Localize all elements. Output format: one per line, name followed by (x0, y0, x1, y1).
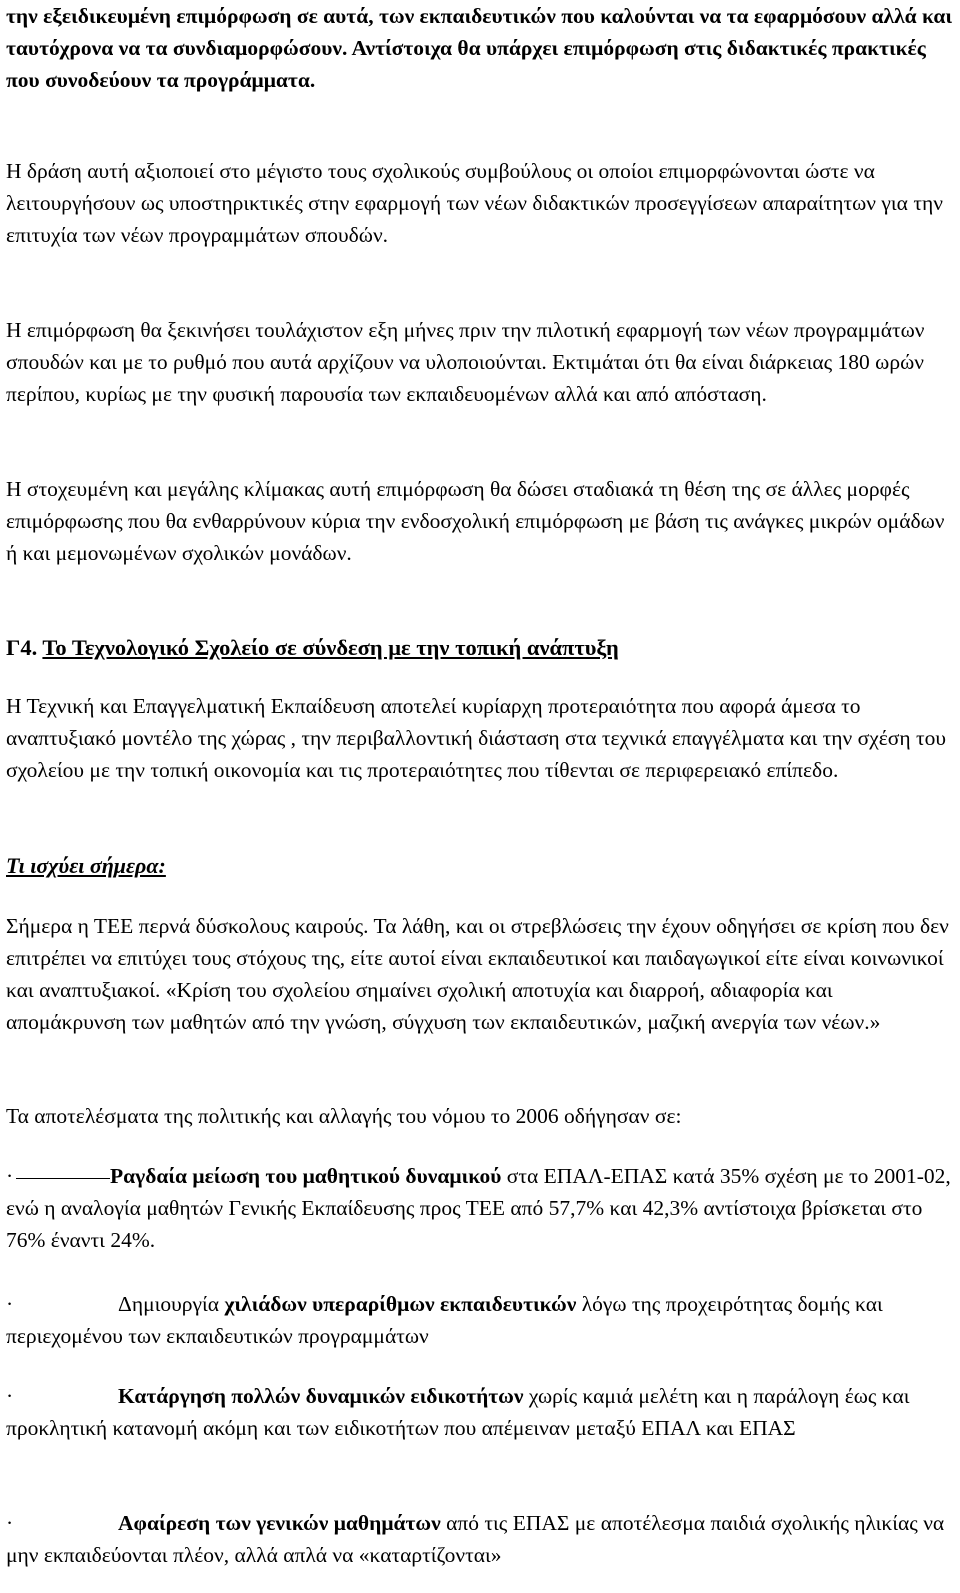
paragraph-targeted-training: Η στοχευμένη και μεγάλης κλίμακας αυτή επιμόρφωση θα δώσει σταδιακά τη θέση της σε άλλες μορφές επιμόρφωσης που θα ενθαρρύνουν κύρια την ενδοσχολική επιμόρφωση με βάση τις ανάγκες μικρών ομάδων ή και μεμονωμένων σχολικών μονάδων. (6, 477, 945, 565)
bullet-item-2 (6, 1288, 952, 1352)
bullet-bold-text: Κατάργηση πολλών δυναμικών ειδικοτήτων (118, 1384, 524, 1408)
bullet-text: από τις ΕΠΑΣ με αποτέλεσμα παιδιά σχολικής ηλικίας να μην εκπαιδεύονται πλέον, αλλά απλά να «καταρτίζονται» (6, 1511, 945, 1567)
paragraph-advisors: Η δράση αυτή αξιοποιεί στο μέγιστο τους σχολικούς συμβούλους οι οποίοι επιμορφώνονται ώστε να λειτουργήσουν ως υποστηρικτικές στην εφαρμογή των νέων διδακτικών προσεγγίσεων απαραίτητων για την επιτυχία των νέων προγραμμάτων σπουδών. (6, 159, 943, 247)
bullet-bold-text: χιλιάδων υπεραρίθμων εκπαιδευτικών (224, 1292, 577, 1316)
bullet-item-1 (6, 1160, 952, 1256)
section-heading-g4 (6, 632, 952, 664)
paragraph-results-intro: Τα αποτελέσματα της πολιτικής και αλλαγής του νόμου το 2006 οδήγησαν σε: (6, 1104, 682, 1128)
heading-title: Το Τεχνολογικό Σχολείο σε σύνδεση με την τοπική ανάπτυξη (42, 635, 619, 660)
bullet-marker: · (6, 1384, 14, 1408)
bullet-text: λόγω της προχειρότητας δομής και περιεχομένου των εκπαιδευτικών προγραμμάτων (6, 1292, 883, 1348)
bullet-bold-text: Αφαίρεση των γενικών μαθημάτων (118, 1511, 441, 1535)
bullet-prefix-text: Δημιουργία (118, 1292, 225, 1316)
bullet-marker: · (6, 1160, 110, 1192)
bullet-item-3 (6, 1380, 952, 1444)
intro-paragraph: την εξειδικευμένη επιμόρφωση σε αυτά, των εκπαιδευτικών που καλούνται να τα εφαρμόσουν αλλά και ταυτόχρονα να τα συνδιαμορφώσουν. Αντίστοιχα θα υπάρχει επιμόρφωση στις διδακτικές πρακτικές που συνοδεύουν τα προγράμματα. (6, 4, 952, 92)
bullet-bold-text: Ραγδαία μείωση του μαθητικού δυναμικού (110, 1164, 502, 1188)
paragraph-technical-education: Η Τεχνική και Επαγγελματική Εκπαίδευση αποτελεί κυρίαρχη προτεραιότητα που αφορά άμεσα το αναπτυξιακό μοντέλο της χώρας , την περιβαλλοντική διάσταση στα τεχνικά επαγγέλματα και την σχέση του σχολείου με την τοπική οικονομία και τις προτεραιότητες που τίθενται σε περιφερειακό επίπεδο. (6, 694, 947, 782)
bullet-marker: · (6, 1511, 14, 1535)
paragraph-crisis: Σήμερα η ΤΕΕ περνά δύσκολους καιρούς. Τα λάθη, και οι στρεβλώσεις την έχουν οδηγήσει σε κρίση που δεν επιτρέπει να επιτύχει τους στόχους της, είτε αυτοί είναι εκπαιδευτικοί και παιδαγωγικοί είτε είναι κοινωνικοί και αναπτυξιακοί. «Κρίση του σχολείου σημαίνει σχολική αποτυχία και διαρροή, αδιαφορία και απομάκρυνση των μαθητών από την γνώση, σύγχυση των εκπαιδευτικών, μαζική ανεργία των νέων.» (6, 914, 949, 1034)
paragraph-training-duration: Η επιμόρφωση θα ξεκινήσει τουλάχιστον εξη μήνες πριν την πιλοτική εφαρμογή των νέων προγραμμάτων σπουδών και με το ρυθμό που αυτά αρχίζουν να υλοποιούνται. Εκτιμάται ότι θα είναι διάρκειας 180 ωρών περίπου, κυρίως με την φυσική παρουσία των εκπαιδευομένων αλλά και από απόσταση. (6, 318, 925, 406)
bullet-text: χωρίς καμιά μελέτη και η παράλογη έως και προκλητική κατανομή ακόμη και των ειδικοτήτων που απέμειναν μεταξύ ΕΠΑΛ και ΕΠΑΣ (6, 1384, 910, 1440)
bullet-text: στα ΕΠΑΛ-ΕΠΑΣ κατά 35% σχέση με το 2001-02, ενώ η αναλογία μαθητών Γενικής Εκπαίδευσης προς ΤΕΕ από 57,7% και 42,3% αντίστοιχα βρίσκεται στο 76% έναντι 24%. (6, 1164, 951, 1252)
bullet-item-4 (6, 1507, 952, 1571)
heading-number: Γ4. (6, 635, 38, 660)
bullet-marker: · (6, 1292, 14, 1316)
subheading-current-state: Τι ισχύει σήμερα: (6, 853, 166, 878)
